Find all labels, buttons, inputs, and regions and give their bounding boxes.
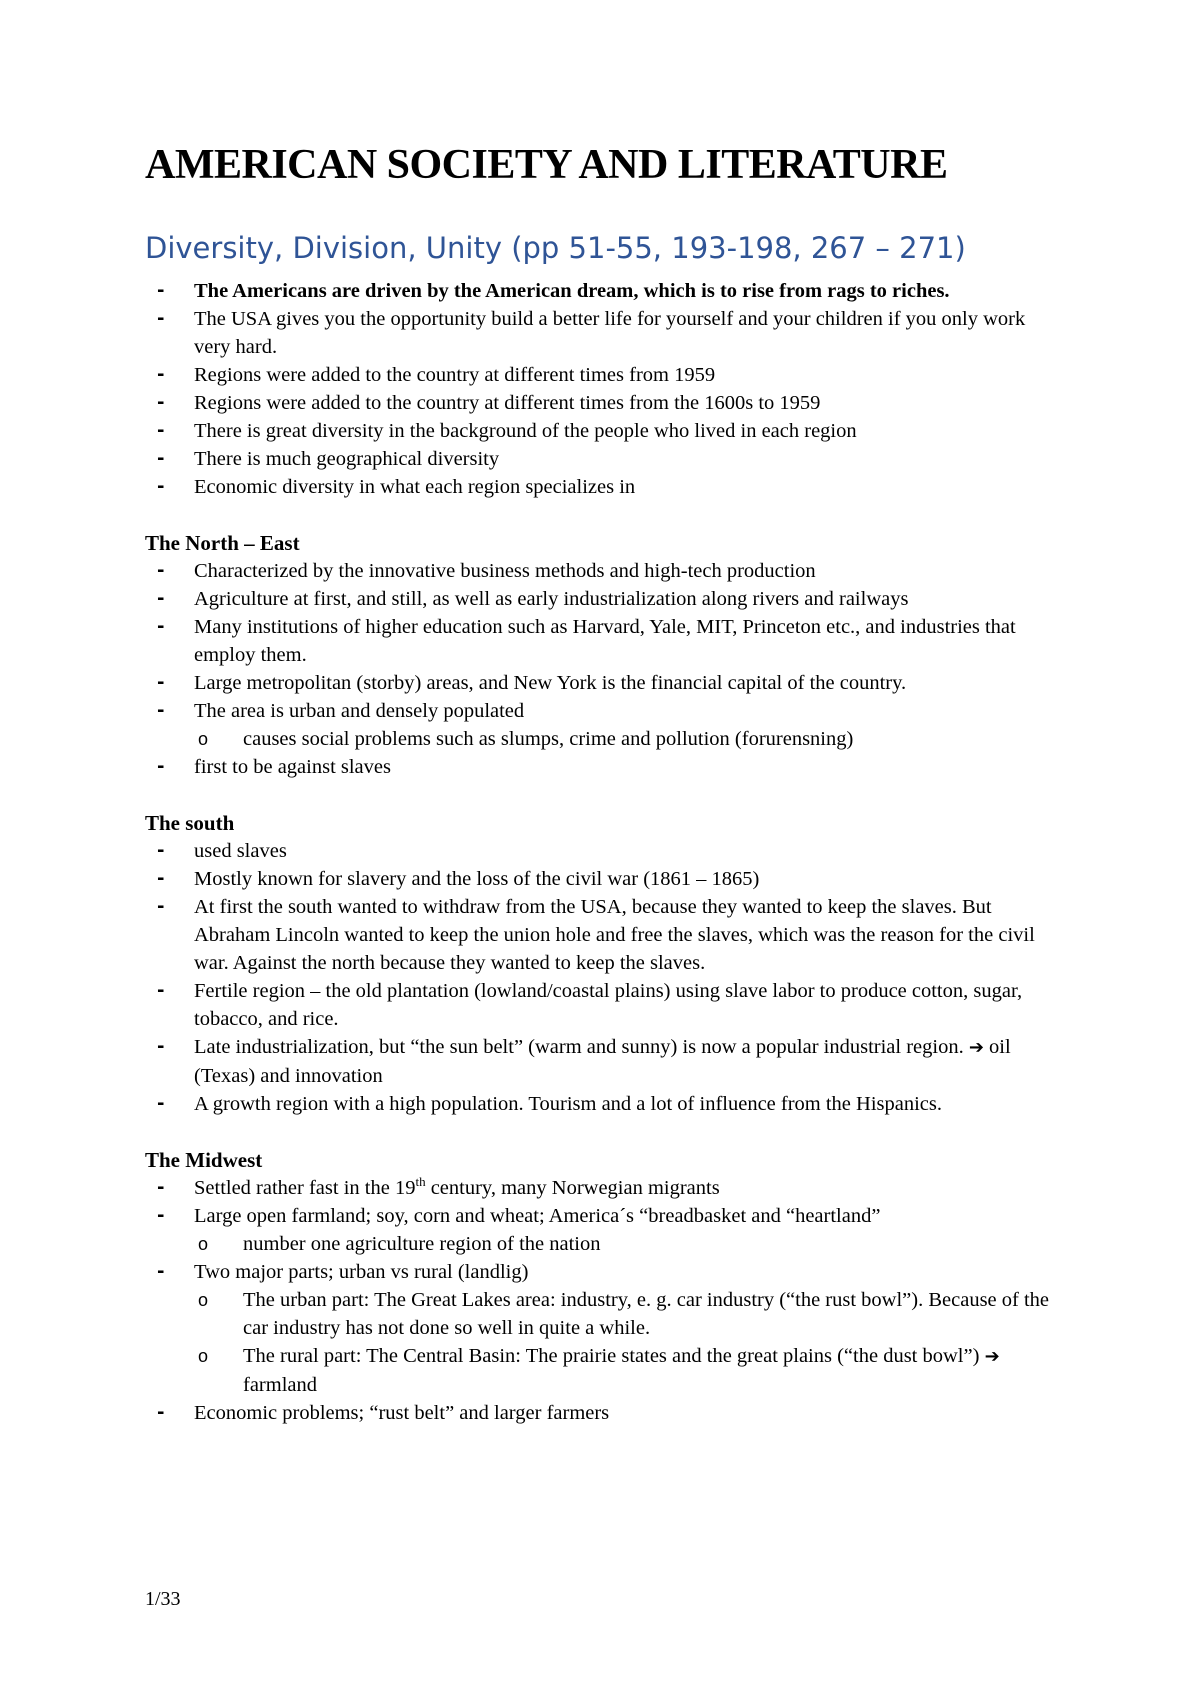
dash-marker: - xyxy=(157,895,165,917)
list-item: - used slaves xyxy=(145,837,1065,865)
dash-marker: - xyxy=(157,839,165,861)
dash-marker: - xyxy=(157,1092,165,1114)
northeast-list xyxy=(145,557,1065,781)
list-item: - A growth region with a high population. Tourism and a lot of influence from the Hispanics. xyxy=(145,1090,1065,1118)
sub-list xyxy=(194,1286,1065,1399)
list-item: - Mostly known for slavery and the loss of the civil war (1861 – 1865) xyxy=(145,865,1065,893)
circle-marker: o xyxy=(198,1289,209,1310)
dash-marker: - xyxy=(157,279,165,301)
dash-marker: - xyxy=(157,391,165,413)
circle-marker: o xyxy=(198,1233,209,1254)
arrow-icon: ➔ xyxy=(984,1345,1000,1367)
dash-marker: - xyxy=(157,615,165,637)
sub-list xyxy=(194,1230,1065,1258)
list-item: - Economic problems; “rust belt” and larger farmers xyxy=(145,1399,1065,1427)
dash-marker: - xyxy=(157,867,165,889)
midwest-title: The Midwest xyxy=(145,1147,263,1172)
list-item: - first to be against slaves xyxy=(145,753,1065,781)
dash-marker: - xyxy=(157,979,165,1001)
dash-marker: - xyxy=(157,1176,165,1198)
list-item: - Large open farmland; soy, corn and wheat; America´s “breadbasket and “heartland” o number one agriculture region of the nation xyxy=(145,1202,1065,1258)
list-item: - The Americans are driven by the American dream, which is to rise from rags to riches. xyxy=(145,277,1065,305)
dash-marker: - xyxy=(157,671,165,693)
list-item: - Settled rather fast in the 19th century, many Norwegian migrants xyxy=(145,1174,1065,1202)
page-number: 1/33 xyxy=(145,1588,181,1610)
section-heading: Diversity, Division, Unity (pp 51-55, 193-198, 267 – 271) xyxy=(145,231,966,266)
document-title: AMERICAN SOCIETY AND LITERATURE xyxy=(145,142,948,188)
sub-list-item: o causes social problems such as slumps, crime and pollution (forurensning) xyxy=(194,725,1065,753)
list-item: - Regions were added to the country at different times from the 1600s to 1959 xyxy=(145,389,1065,417)
northeast-title: The North – East xyxy=(145,530,300,555)
dash-marker: - xyxy=(157,1035,165,1057)
sub-list-item: o number one agriculture region of the nation xyxy=(194,1230,1065,1258)
dash-marker: - xyxy=(157,447,165,469)
dash-marker: - xyxy=(157,419,165,441)
list-item: - There is great diversity in the background of the people who lived in each region xyxy=(145,417,1065,445)
dash-marker: - xyxy=(157,559,165,581)
dash-marker: - xyxy=(157,475,165,497)
south-list xyxy=(145,837,1065,1118)
sub-list xyxy=(194,725,1065,753)
list-item: - Regions were added to the country at different times from 1959 xyxy=(145,361,1065,389)
dash-marker: - xyxy=(157,699,165,721)
circle-marker: o xyxy=(198,728,209,749)
dash-marker: - xyxy=(157,587,165,609)
sub-list-item: o The rural part: The Central Basin: The prairie states and the great plains (“the dust bowl”) ➔ farmland xyxy=(194,1342,1065,1399)
list-item: - Fertile region – the old plantation (lowland/coastal plains) using slave labor to produce cotton, sugar, tobacco, and rice. xyxy=(145,977,1065,1033)
south-title: The south xyxy=(145,810,235,835)
dash-marker: - xyxy=(157,363,165,385)
list-item: - Two major parts; urban vs rural (landlig) o The urban part: The Great Lakes area: industry, e. g. car industry (“the rust bowl”). Because of the car industry has not done so well in quite a while. o The rural part: The Central Basin: The prairie states and the great plains (“the dust bowl”) ➔ farmland xyxy=(145,1258,1065,1399)
list-item: - Economic diversity in what each region specializes in xyxy=(145,473,1065,501)
list-item: - At first the south wanted to withdraw from the USA, because they wanted to keep the slaves. But Abraham Lincoln wanted to keep the union hole and free the slaves, which was the reason for the civil war. Against the north because they wanted to keep the slaves. xyxy=(145,893,1065,977)
list-item: - There is much geographical diversity xyxy=(145,445,1065,473)
intro-list xyxy=(145,277,1065,501)
list-item: - Many institutions of higher education such as Harvard, Yale, MIT, Princeton etc., and industries that employ them. xyxy=(145,613,1065,669)
dash-marker: - xyxy=(157,1260,165,1282)
list-item: - Large metropolitan (storby) areas, and New York is the financial capital of the country. xyxy=(145,669,1065,697)
list-item: - The USA gives you the opportunity build a better life for yourself and your children if you only work very hard. xyxy=(145,305,1065,361)
sub-list-item: o The urban part: The Great Lakes area: industry, e. g. car industry (“the rust bowl”). Because of the car industry has not done so well in quite a while. xyxy=(194,1286,1065,1342)
list-item: - Characterized by the innovative business methods and high-tech production xyxy=(145,557,1065,585)
list-item: - Late industrialization, but “the sun belt” (warm and sunny) is now a popular industrial region. ➔ oil (Texas) and innovation xyxy=(145,1033,1065,1090)
list-item: - Agriculture at first, and still, as well as early industrialization along rivers and railways xyxy=(145,585,1065,613)
list-item: - The area is urban and densely populated o causes social problems such as slumps, crime and pollution (forurensning) xyxy=(145,697,1065,753)
dash-marker: - xyxy=(157,1401,165,1423)
document-page xyxy=(145,140,1065,1427)
circle-marker: o xyxy=(198,1345,209,1366)
dash-marker: - xyxy=(157,1204,165,1226)
dash-marker: - xyxy=(157,307,165,329)
arrow-icon: ➔ xyxy=(968,1036,984,1058)
midwest-list xyxy=(145,1174,1065,1427)
dash-marker: - xyxy=(157,755,165,777)
